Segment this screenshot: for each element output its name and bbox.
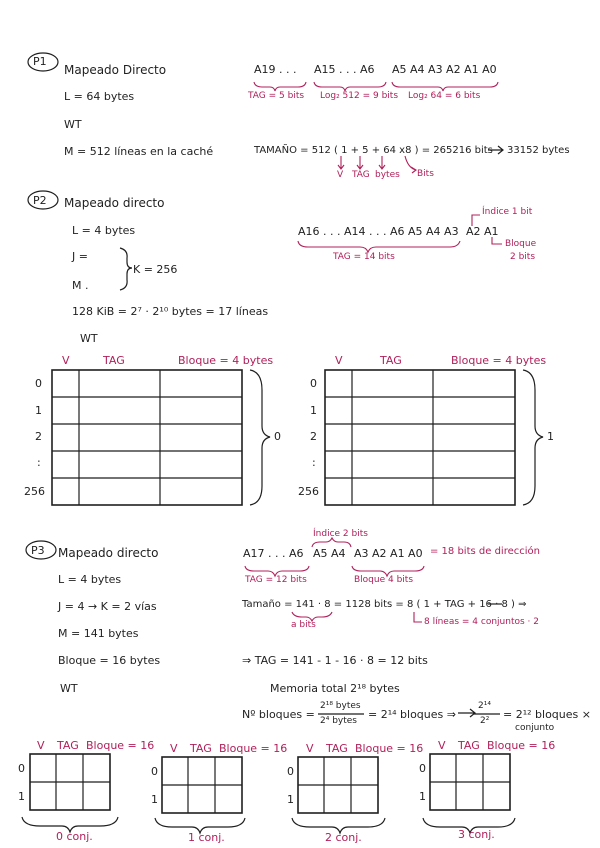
p3-table-3 bbox=[430, 754, 510, 810]
p3-nb-rest: = 2¹⁴ bloques ⇒ bbox=[368, 708, 456, 721]
p3-t0-header-bloque: Bloque = 16 bbox=[86, 739, 155, 752]
p2-right-brace bbox=[523, 370, 543, 505]
p3-wt: WT bbox=[60, 682, 78, 695]
p1-title: Mapeado Directo bbox=[64, 63, 167, 77]
p2-tag-field: TAG = 14 bits bbox=[333, 252, 395, 262]
p3-line-size: L = 4 bytes bbox=[58, 573, 122, 586]
p1-addr-mid: A15 . . . A6 bbox=[314, 63, 375, 76]
p2-bloque-field: Bloque bbox=[505, 239, 537, 249]
p1-lines: M = 512 líneas en la caché bbox=[64, 145, 214, 158]
p3-table-1 bbox=[162, 757, 242, 813]
p2-right-row-label: 2 bbox=[310, 430, 317, 443]
p2-left-row-label: 0 bbox=[35, 377, 42, 390]
p2-set-label-0: 0 bbox=[274, 430, 281, 443]
p1-line-brace bbox=[314, 82, 386, 91]
p3-tamano: Tamaño = 141 · 8 = 1128 bits = 8 ( 1 + TAG + 16 · 8 ) ⇒ bbox=[242, 599, 527, 610]
p1-off-brace bbox=[392, 82, 498, 91]
p2-right-header-bloque: Bloque = 4 bytes bbox=[451, 354, 547, 367]
p3-conj-label-2: 2 conj. bbox=[325, 831, 362, 844]
p1-line-field: Log₂ 512 = 9 bits bbox=[320, 91, 399, 101]
p3-t2-header-bloque: Bloque = 16 bbox=[355, 742, 424, 755]
p2-indice-field: Índice 1 bit bbox=[482, 207, 533, 217]
p3-ways: J = 4 → K = 2 vías bbox=[58, 600, 157, 613]
p1-addr-lo: A5 A4 A3 A2 A1 A0 bbox=[392, 63, 497, 76]
p2-left-header-v: V bbox=[62, 354, 70, 367]
p3-t2-row-label: 0 bbox=[287, 765, 294, 778]
p1-line-size: L = 64 bytes bbox=[64, 90, 135, 103]
p1-arrow-bytes bbox=[379, 156, 385, 169]
p1-label-bits: Bits bbox=[417, 169, 434, 179]
p3-bloque-field: Bloque 4 bits bbox=[354, 575, 414, 585]
p2-left-row-label: 256 bbox=[24, 485, 45, 498]
p1-arrow-v bbox=[338, 156, 344, 169]
p3-indice-field: Índice 2 bits bbox=[313, 529, 368, 539]
p3-t3-header-v: V bbox=[438, 739, 446, 752]
p3-m: M = 141 bytes bbox=[58, 627, 139, 640]
p2-badge: P2 bbox=[33, 194, 47, 207]
p1-addr-hi: A19 . . . bbox=[254, 63, 297, 76]
p3-indice-brace bbox=[312, 538, 351, 547]
p2-kib: 128 KiB = 2⁷ · 2¹⁰ bytes = 17 líneas bbox=[72, 305, 269, 318]
p1-label-tag: TAG bbox=[352, 170, 370, 180]
p1-offset-field: Log₂ 64 = 6 bits bbox=[408, 91, 481, 101]
p1-label-v: V bbox=[337, 170, 344, 180]
p3-nb-denominator: 2⁴ bytes bbox=[320, 716, 357, 726]
p2-right-row-label: 1 bbox=[310, 404, 317, 417]
p2-right-header-tag: TAG bbox=[380, 354, 402, 367]
p3-a-bits: a bits bbox=[291, 620, 316, 630]
p1-badge: P1 bbox=[33, 55, 47, 68]
p2-left-row-label: 1 bbox=[35, 404, 42, 417]
p2-title: Mapeado directo bbox=[64, 196, 165, 210]
p3-lineas: 8 líneas = 4 conjuntos · 2 bbox=[424, 617, 539, 627]
p3-t3-row-label: 0 bbox=[419, 762, 426, 775]
p2-right-row-label: : bbox=[312, 456, 316, 469]
p3-t2-header-tag: TAG bbox=[326, 742, 348, 755]
p1-tag-field: TAG = 5 bits bbox=[248, 91, 305, 101]
p3-table-2 bbox=[298, 757, 378, 813]
p3-lineas-arrow bbox=[414, 612, 422, 622]
p3-addr: A17 . . . A6 bbox=[243, 547, 304, 560]
p3-t0-row-label: 0 bbox=[18, 762, 25, 775]
p2-bloque-arrow bbox=[492, 237, 502, 244]
p2-right-row-label: 0 bbox=[310, 377, 317, 390]
p1-tag-brace bbox=[254, 82, 306, 91]
p3-nb-frac-denominator: 2² bbox=[480, 716, 490, 726]
p2-wt: WT bbox=[80, 332, 98, 345]
p1-wt: WT bbox=[64, 118, 82, 131]
p3-t1-row-label: 1 bbox=[151, 793, 158, 806]
p3-t3-header-tag: TAG bbox=[458, 739, 480, 752]
p3-memoria: Memoria total 2¹⁸ bytes bbox=[270, 682, 400, 695]
p2-left-header-bloque: Bloque = 4 bytes bbox=[178, 354, 274, 367]
p2-address: A16 . . . A14 . . . A6 A5 A4 A3 bbox=[298, 225, 459, 238]
p2-table-left bbox=[52, 370, 242, 505]
p2-tag-brace bbox=[298, 241, 460, 252]
p3-conj-label-1: 1 conj. bbox=[188, 831, 225, 844]
p3-table-0 bbox=[30, 754, 110, 810]
p1-size-result: 33152 bytes bbox=[507, 145, 570, 156]
p1-label-bytes: bytes bbox=[375, 170, 400, 180]
p3-nb-frac-numerator: 2¹⁴ bbox=[478, 701, 491, 711]
p3-t3-row-label: 1 bbox=[419, 790, 426, 803]
p2-jm-brace bbox=[120, 248, 132, 290]
p2-j: J = bbox=[72, 250, 88, 263]
p3-nb-numerator: 2¹⁸ bytes bbox=[320, 701, 361, 711]
p3-t0-row-label: 1 bbox=[18, 790, 25, 803]
p2-right-header-v: V bbox=[335, 354, 343, 367]
p3-t2-row-label: 1 bbox=[287, 793, 294, 806]
p3-title: Mapeado directo bbox=[58, 546, 159, 560]
p3-t0-header-v: V bbox=[37, 739, 45, 752]
p3-t2-header-v: V bbox=[306, 742, 314, 755]
p2-table-right bbox=[325, 370, 515, 505]
p2-address-tail: A2 A1 bbox=[466, 225, 499, 238]
p3-block-size: Bloque = 16 bytes bbox=[58, 654, 161, 667]
p3-nbloques-label: Nº bloques = bbox=[242, 708, 315, 721]
p3-nb-arrow bbox=[458, 709, 475, 717]
p3-tag-field: TAG = 12 bits bbox=[245, 575, 307, 585]
p3-conjunto: conjunto bbox=[515, 723, 555, 733]
p2-bloque-bits: 2 bits bbox=[510, 252, 536, 262]
p3-t3-header-bloque: Bloque = 16 bbox=[487, 739, 556, 752]
p2-k: K = 256 bbox=[133, 263, 178, 276]
p1-size-formula: TAMAÑO = 512 ( 1 + 5 + 64 x8 ) = 265216 bits bbox=[254, 145, 493, 156]
p2-set-label-1: 1 bbox=[547, 430, 554, 443]
p3-addr-result: = 18 bits de dirección bbox=[430, 546, 540, 557]
p1-arrow-tag bbox=[357, 156, 363, 169]
p2-line-size: L = 4 bytes bbox=[72, 224, 136, 237]
p3-tag-calc: ⇒ TAG = 141 - 1 - 16 · 8 = 12 bits bbox=[242, 654, 428, 667]
p1-arrow-bits bbox=[405, 156, 416, 173]
p2-m: M . bbox=[72, 279, 89, 292]
p2-right-row-label: 256 bbox=[298, 485, 319, 498]
p2-left-row-label: : bbox=[37, 456, 41, 469]
p3-badge: P3 bbox=[31, 544, 45, 557]
p2-left-brace bbox=[250, 370, 270, 505]
p3-nb-result: = 2¹² bloques × bbox=[503, 708, 591, 721]
p3-t1-header-tag: TAG bbox=[190, 742, 212, 755]
p3-conj-label-3: 3 conj. bbox=[458, 828, 495, 841]
p2-left-header-tag: TAG bbox=[103, 354, 125, 367]
p3-t1-row-label: 0 bbox=[151, 765, 158, 778]
p3-conj-label-0: 0 conj. bbox=[56, 830, 93, 843]
p3-t1-header-bloque: Bloque = 16 bbox=[219, 742, 288, 755]
p3-addr-mid: A5 A4 bbox=[313, 547, 346, 560]
p3-t0-header-tag: TAG bbox=[57, 739, 79, 752]
p3-t1-header-v: V bbox=[170, 742, 178, 755]
p2-left-row-label: 2 bbox=[35, 430, 42, 443]
p3-addr-lo: A3 A2 A1 A0 bbox=[354, 547, 423, 560]
